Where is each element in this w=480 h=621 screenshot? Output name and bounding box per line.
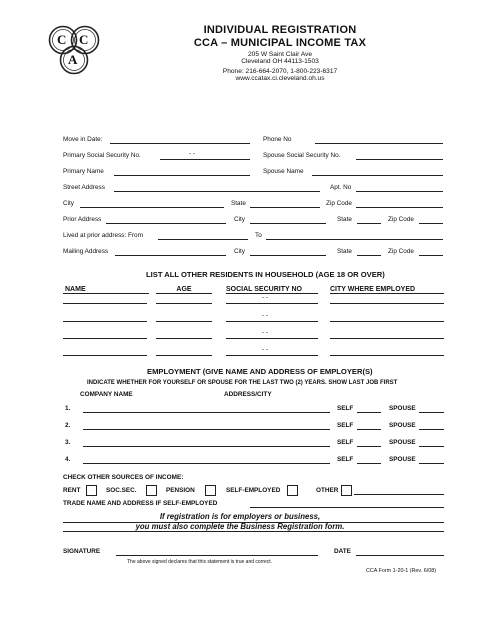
primary-ssn-label: Primary Social Security No.: [63, 152, 141, 159]
lived-to-field[interactable]: [266, 239, 443, 240]
rent-label: RENT: [63, 487, 81, 494]
employer-field[interactable]: [83, 412, 330, 413]
resident-city-field[interactable]: [330, 338, 444, 339]
rent-checkbox[interactable]: [86, 485, 97, 496]
prior-address-field[interactable]: [106, 223, 226, 224]
other-label: OTHER: [316, 487, 339, 494]
apt-no-field[interactable]: [356, 191, 443, 192]
col-age-header: AGE: [156, 286, 212, 294]
spouse-label: SPOUSE: [389, 439, 416, 446]
lived-to-label: To: [255, 232, 262, 239]
trade-name-field[interactable]: [250, 507, 444, 508]
resident-age-field[interactable]: [156, 338, 212, 339]
prior-zip-label: Zip Code: [388, 216, 414, 223]
address-city-header: ADDRESS/CITY: [224, 391, 272, 398]
employment-instruction: INDICATE WHETHER FOR YOURSELF OR SPOUSE FOR THE LAST TWO (2) YEARS. SHOW LAST JOB FIRST: [87, 380, 398, 386]
mailing-state-field[interactable]: [357, 255, 381, 256]
self-label: SELF: [337, 422, 354, 429]
resident-age-field[interactable]: [156, 303, 212, 304]
resident-ssn-dashes: - -: [262, 312, 269, 319]
apt-no-label: Apt. No: [330, 184, 352, 191]
primary-name-field[interactable]: [114, 175, 250, 176]
resident-name-field[interactable]: [63, 338, 147, 339]
city-field[interactable]: [80, 207, 224, 208]
employment-row-number: 3.: [65, 439, 71, 446]
mailing-city-label: City: [234, 248, 246, 255]
employer-field[interactable]: [83, 429, 330, 430]
pension-label: PENSION: [166, 487, 195, 494]
address-line2: Cleveland OH 44113-1503: [241, 58, 319, 65]
primary-ssn-dashes: - -: [189, 150, 196, 157]
spouse-field[interactable]: [419, 412, 444, 413]
primary-ssn-field[interactable]: [160, 159, 250, 160]
resident-ssn-dashes: - -: [262, 346, 269, 353]
form-title: INDIVIDUAL REGISTRATION: [203, 24, 357, 36]
prior-zip-field[interactable]: [419, 223, 443, 224]
spouse-label: SPOUSE: [389, 422, 416, 429]
logo-rings: [46, 22, 102, 78]
spouse-name-label: Spouse Name: [263, 168, 304, 175]
resident-ssn-dashes: - -: [262, 329, 269, 336]
notice-line2: you must also complete the Business Registration form.: [135, 522, 345, 531]
address-line1: 205 W Saint Clair Ave: [247, 51, 312, 58]
trade-name-label: TRADE NAME AND ADDRESS IF SELF-EMPLOYED: [63, 500, 218, 507]
self-label: SELF: [337, 439, 354, 446]
lived-from-label: Lived at prior address: From: [63, 232, 143, 239]
form-id: CCA Form 1-20-1 (Rev. 6/08): [366, 568, 436, 574]
state-field[interactable]: [250, 207, 320, 208]
declaration-text: The above signed declares that this statement is true and correct.: [127, 559, 273, 565]
zip-code-label: Zip Code: [326, 200, 352, 207]
phone-no-field[interactable]: [315, 143, 443, 144]
header-block: [150, 24, 410, 82]
soc-sec-label: SOC.SEC.: [106, 487, 137, 494]
prior-state-label: State: [337, 216, 352, 223]
spouse-label: SPOUSE: [389, 456, 416, 463]
self-field[interactable]: [357, 446, 381, 447]
date-field[interactable]: [356, 555, 444, 556]
spouse-field[interactable]: [419, 446, 444, 447]
employment-heading: EMPLOYMENT (GIVE NAME AND ADDRESS OF EMPLOYER(S): [147, 367, 373, 376]
phone-no-label: Phone No: [263, 136, 292, 143]
state-label: State: [231, 200, 246, 207]
spouse-field[interactable]: [419, 429, 444, 430]
logo-letter-a: A: [68, 52, 78, 67]
self-employed-label: SELF-EMPLOYED: [226, 487, 281, 494]
mailing-address-label: Mailing Address: [63, 248, 109, 255]
self-field[interactable]: [357, 429, 381, 430]
mailing-address-field[interactable]: [115, 255, 226, 256]
self-employed-checkbox[interactable]: [287, 485, 298, 496]
notice-line1: If registration is for employers or business,: [159, 512, 321, 521]
resident-city-field[interactable]: [330, 355, 444, 356]
self-label: SELF: [337, 456, 354, 463]
resident-city-field[interactable]: [330, 303, 444, 304]
mailing-zip-field[interactable]: [419, 255, 443, 256]
form-subtitle: CCA – MUNICIPAL INCOME TAX: [193, 37, 367, 49]
website-line: www.ccatax.ci.cleveland.oh.us: [235, 75, 325, 82]
income-heading: CHECK OTHER SOURCES OF INCOME:: [63, 474, 184, 481]
resident-age-field[interactable]: [156, 321, 212, 322]
spouse-label: SPOUSE: [389, 405, 416, 412]
employment-row-number: 2.: [65, 422, 71, 429]
residents-heading: LIST ALL OTHER RESIDENTS IN HOUSEHOLD (AGE 18 OR OVER): [146, 270, 385, 279]
logo-letter-c2: C: [79, 32, 89, 47]
employment-row-number: 1.: [65, 405, 71, 412]
move-in-date-field[interactable]: [110, 143, 250, 144]
prior-state-field[interactable]: [357, 223, 381, 224]
resident-ssn-field[interactable]: [226, 338, 318, 339]
resident-name-field[interactable]: [63, 303, 147, 304]
resident-ssn-field[interactable]: [226, 321, 318, 322]
primary-name-label: Primary Name: [63, 168, 104, 175]
pension-checkbox[interactable]: [205, 485, 216, 496]
prior-city-label: City: [234, 216, 246, 223]
soc-sec-checkbox[interactable]: [146, 485, 157, 496]
self-label: SELF: [337, 405, 354, 412]
other-field[interactable]: [354, 494, 444, 495]
phone-line: Phone: 216-664-2070, 1-800-223-6317: [222, 68, 338, 75]
logo-letter-c1: C: [57, 32, 67, 47]
lived-from-field[interactable]: [158, 239, 248, 240]
move-in-date-label: Move in Date:: [63, 136, 103, 143]
resident-ssn-dashes: - -: [262, 294, 269, 301]
spouse-ssn-field[interactable]: [356, 159, 443, 160]
employer-field[interactable]: [83, 463, 330, 464]
resident-age-field[interactable]: [156, 355, 212, 356]
company-name-header: COMPANY NAME: [80, 391, 133, 398]
mailing-state-label: State: [337, 248, 352, 255]
col-city-header: CITY WHERE EMPLOYED: [330, 286, 444, 294]
zip-code-field[interactable]: [356, 207, 443, 208]
street-address-field[interactable]: [114, 191, 320, 192]
resident-name-field[interactable]: [63, 355, 147, 356]
street-address-label: Street Address: [63, 184, 105, 191]
prior-city-field[interactable]: [250, 223, 326, 224]
signature-label: SIGNATURE: [63, 548, 101, 555]
business-notice: [120, 512, 360, 531]
prior-address-label: Prior Address: [63, 216, 102, 223]
spouse-ssn-label: Spouse Social Security No.: [263, 152, 341, 159]
col-ssn-header: SOCIAL SECURITY NO: [226, 286, 318, 294]
date-label: DATE: [334, 548, 351, 555]
signature-field[interactable]: [116, 555, 318, 556]
other-checkbox[interactable]: [341, 485, 352, 496]
employment-row-number: 4.: [65, 456, 71, 463]
self-field[interactable]: [357, 463, 381, 464]
employer-field[interactable]: [83, 446, 330, 447]
resident-ssn-field[interactable]: [226, 303, 318, 304]
resident-city-field[interactable]: [330, 321, 444, 322]
resident-ssn-field[interactable]: [226, 355, 318, 356]
col-name-header: NAME: [63, 286, 149, 294]
mailing-city-field[interactable]: [250, 255, 326, 256]
notice-underline: [63, 531, 444, 532]
spouse-field[interactable]: [419, 463, 444, 464]
mailing-zip-label: Zip Code: [388, 248, 414, 255]
cca-logo: [46, 22, 102, 78]
spouse-name-field[interactable]: [312, 175, 443, 176]
city-label: City: [63, 200, 75, 207]
self-field[interactable]: [357, 412, 381, 413]
resident-name-field[interactable]: [63, 321, 147, 322]
